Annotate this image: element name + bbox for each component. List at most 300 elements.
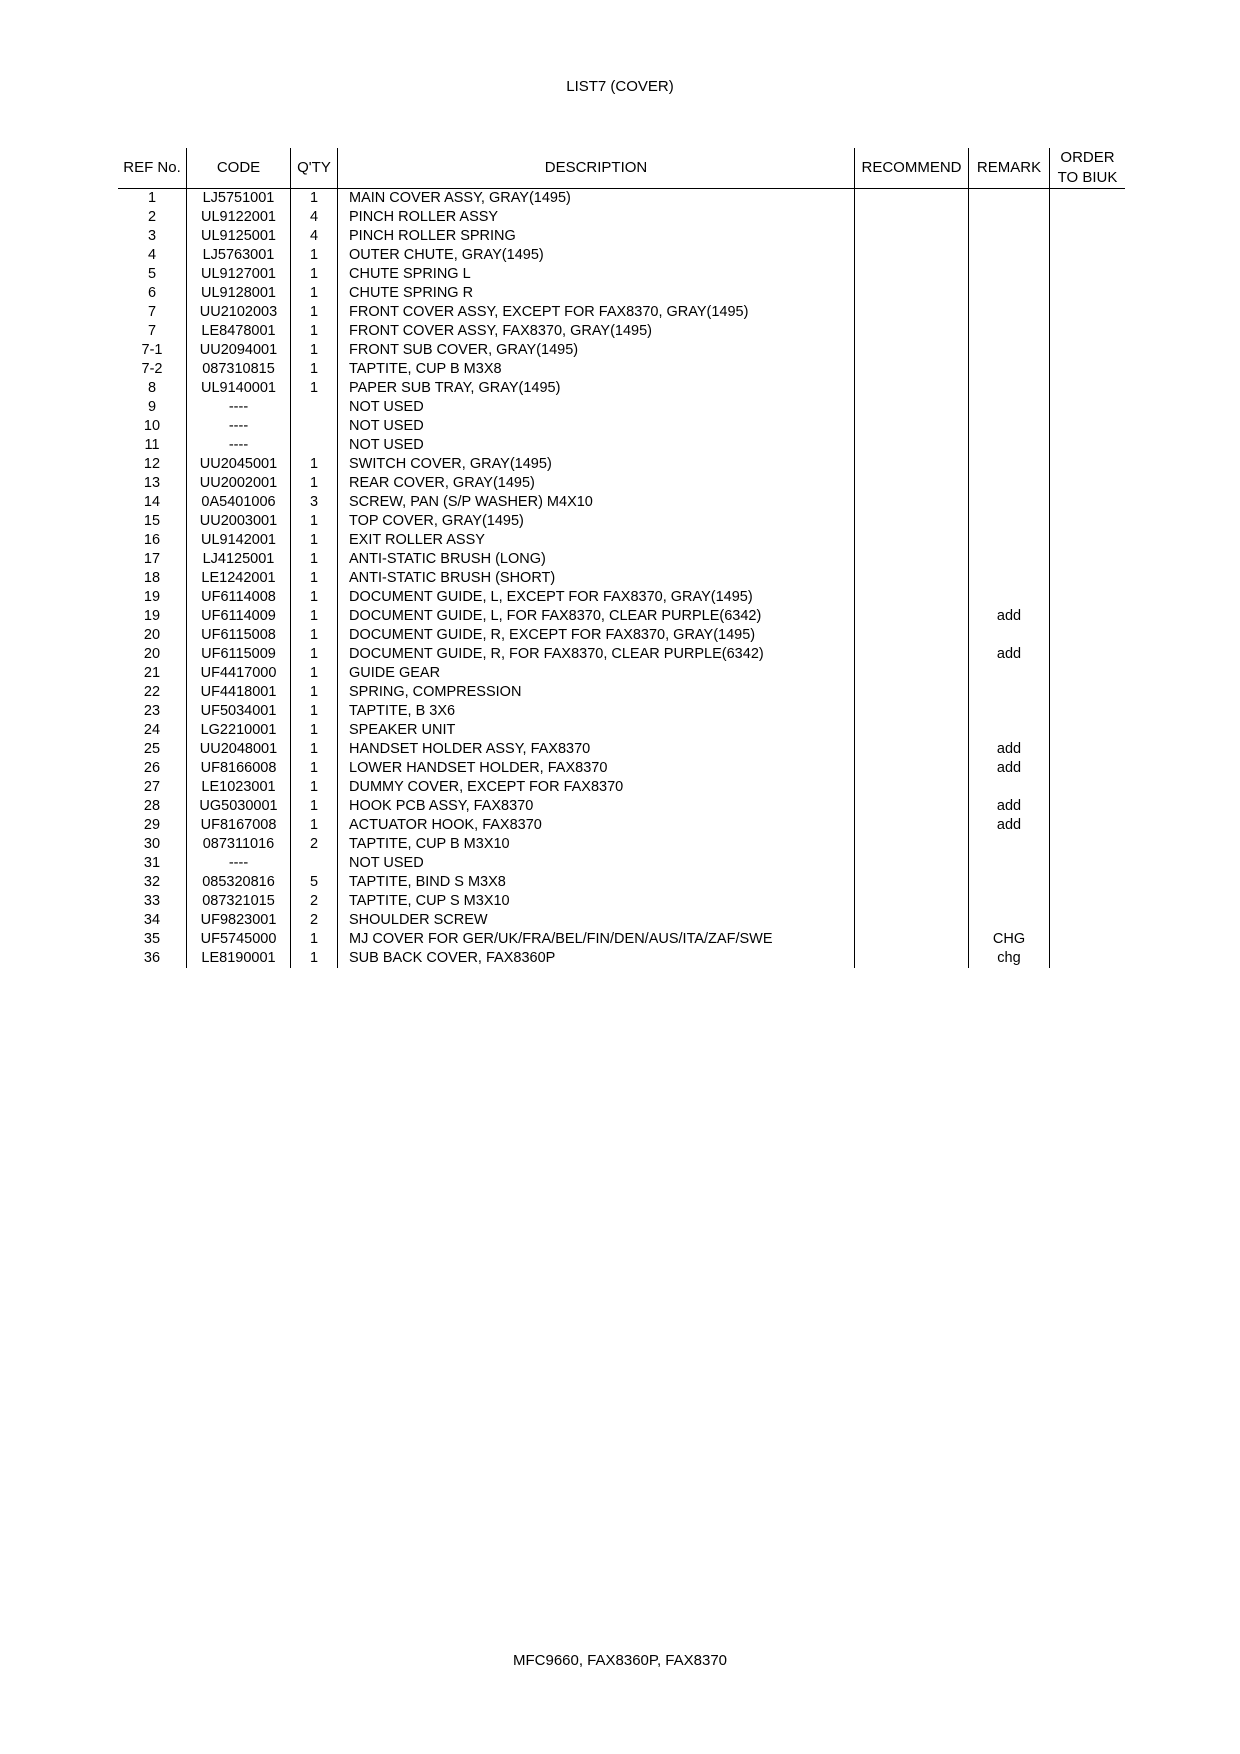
cell-description: PAPER SUB TRAY, GRAY(1495)	[337, 379, 854, 398]
cell-description: FRONT COVER ASSY, FAX8370, GRAY(1495)	[337, 322, 854, 341]
cell-description: TAPTITE, B 3X6	[337, 702, 854, 721]
cell-order	[1049, 398, 1125, 417]
cell-ref: 20	[143, 646, 161, 662]
cell-qty: 1	[290, 949, 337, 968]
cell-code: UU2002001	[186, 474, 290, 493]
header-remark: REMARK	[968, 148, 1049, 188]
header-recommend: RECOMMEND	[854, 148, 968, 188]
table-row	[118, 379, 1125, 398]
cell-description: PINCH ROLLER SPRING	[337, 227, 854, 246]
cell-remark	[968, 417, 1049, 436]
cell-code: UF4417000	[186, 664, 290, 683]
cell-remark	[968, 284, 1049, 303]
table-row	[118, 588, 1125, 607]
table-row	[118, 892, 1125, 911]
table-row	[118, 721, 1125, 740]
cell-order	[1049, 626, 1125, 645]
cell-qty: 3	[290, 493, 337, 512]
cell-order	[1049, 759, 1125, 778]
cell-qty: 1	[290, 721, 337, 740]
cell-code: UU2048001	[186, 740, 290, 759]
cell-order	[1049, 740, 1125, 759]
cell-remark	[968, 265, 1049, 284]
cell-description: ANTI-STATIC BRUSH (LONG)	[337, 550, 854, 569]
cell-recommend	[854, 189, 968, 208]
cell-ref: 32	[143, 874, 161, 890]
cell-recommend	[854, 531, 968, 550]
cell-code: ----	[186, 854, 290, 873]
cell-description: DOCUMENT GUIDE, R, FOR FAX8370, CLEAR PURPLE(6342)	[337, 645, 854, 664]
table-row	[118, 341, 1125, 360]
cell-qty: 1	[290, 683, 337, 702]
cell-order	[1049, 854, 1125, 873]
cell-order	[1049, 778, 1125, 797]
cell-ref: 3	[147, 228, 157, 244]
cell-ref: 1	[147, 190, 157, 206]
cell-recommend	[854, 949, 968, 968]
cell-code: UU2102003	[186, 303, 290, 322]
cell-ref: 34	[143, 912, 161, 928]
cell-ref: 19	[143, 589, 161, 605]
cell-ref: 27	[143, 779, 161, 795]
cell-code: UU2003001	[186, 512, 290, 531]
cell-code: UL9140001	[186, 379, 290, 398]
cell-code: UF6114008	[186, 588, 290, 607]
cell-order	[1049, 835, 1125, 854]
cell-order	[1049, 322, 1125, 341]
cell-remark	[968, 303, 1049, 322]
table-row	[118, 227, 1125, 246]
cell-description: MAIN COVER ASSY, GRAY(1495)	[337, 189, 854, 208]
cell-qty: 2	[290, 892, 337, 911]
cell-ref: 31	[143, 855, 161, 871]
cell-ref: 15	[143, 513, 161, 529]
cell-order	[1049, 455, 1125, 474]
cell-ref: 23	[143, 703, 161, 719]
cell-ref: 16	[143, 532, 161, 548]
cell-description: HANDSET HOLDER ASSY, FAX8370	[337, 740, 854, 759]
cell-remark	[968, 322, 1049, 341]
cell-remark	[968, 531, 1049, 550]
cell-order	[1049, 531, 1125, 550]
table-row	[118, 531, 1125, 550]
cell-recommend	[854, 436, 968, 455]
cell-code: UL9125001	[186, 227, 290, 246]
cell-description: CHUTE SPRING R	[337, 284, 854, 303]
cell-order	[1049, 550, 1125, 569]
cell-recommend	[854, 664, 968, 683]
table-row	[118, 417, 1125, 436]
table-row	[118, 740, 1125, 759]
table-row	[118, 683, 1125, 702]
cell-recommend	[854, 759, 968, 778]
parts-table	[118, 148, 1125, 968]
cell-code: UF6115009	[186, 645, 290, 664]
cell-ref: 7	[147, 323, 157, 339]
cell-qty	[290, 417, 337, 436]
cell-ref: 24	[143, 722, 161, 738]
cell-recommend	[854, 645, 968, 664]
cell-qty: 5	[290, 873, 337, 892]
cell-recommend	[854, 721, 968, 740]
cell-description: OUTER CHUTE, GRAY(1495)	[337, 246, 854, 265]
cell-description: MJ COVER FOR GER/UK/FRA/BEL/FIN/DEN/AUS/ITA/ZAF/SWE	[337, 930, 854, 949]
cell-order	[1049, 360, 1125, 379]
cell-qty: 4	[290, 227, 337, 246]
cell-ref: 2	[147, 209, 157, 225]
cell-ref: 26	[143, 760, 161, 776]
cell-qty: 1	[290, 759, 337, 778]
table-row	[118, 436, 1125, 455]
header-code: CODE	[186, 148, 290, 188]
cell-code: 085320816	[186, 873, 290, 892]
cell-recommend	[854, 379, 968, 398]
table-row	[118, 398, 1125, 417]
cell-code: ----	[186, 398, 290, 417]
cell-remark: add	[968, 645, 1049, 664]
cell-qty	[290, 854, 337, 873]
cell-description: DOCUMENT GUIDE, R, EXCEPT FOR FAX8370, GRAY(1495)	[337, 626, 854, 645]
cell-code: UL9128001	[186, 284, 290, 303]
cell-remark	[968, 379, 1049, 398]
cell-recommend	[854, 550, 968, 569]
cell-order	[1049, 303, 1125, 322]
cell-remark	[968, 550, 1049, 569]
cell-qty: 1	[290, 474, 337, 493]
cell-remark	[968, 455, 1049, 474]
cell-recommend	[854, 246, 968, 265]
cell-remark	[968, 189, 1049, 208]
cell-remark: CHG	[968, 930, 1049, 949]
cell-order	[1049, 607, 1125, 626]
cell-qty: 1	[290, 322, 337, 341]
cell-code: UU2094001	[186, 341, 290, 360]
cell-recommend	[854, 740, 968, 759]
cell-order	[1049, 227, 1125, 246]
cell-description: SUB BACK COVER, FAX8360P	[337, 949, 854, 968]
cell-remark	[968, 436, 1049, 455]
cell-recommend	[854, 778, 968, 797]
cell-recommend	[854, 873, 968, 892]
cell-recommend	[854, 892, 968, 911]
cell-recommend	[854, 398, 968, 417]
cell-description: DOCUMENT GUIDE, L, EXCEPT FOR FAX8370, GRAY(1495)	[337, 588, 854, 607]
header-order	[1049, 148, 1125, 188]
cell-remark	[968, 493, 1049, 512]
cell-order	[1049, 284, 1125, 303]
table-row	[118, 911, 1125, 930]
cell-remark	[968, 246, 1049, 265]
cell-description: PINCH ROLLER ASSY	[337, 208, 854, 227]
cell-code: LJ4125001	[186, 550, 290, 569]
cell-ref: 9	[147, 399, 157, 415]
cell-remark: chg	[968, 949, 1049, 968]
table-row	[118, 797, 1125, 816]
table-row	[118, 474, 1125, 493]
cell-qty: 1	[290, 569, 337, 588]
cell-description: SWITCH COVER, GRAY(1495)	[337, 455, 854, 474]
table-row	[118, 246, 1125, 265]
cell-code: ----	[186, 417, 290, 436]
cell-qty: 1	[290, 303, 337, 322]
cell-code: 087310815	[186, 360, 290, 379]
cell-ref: 13	[143, 475, 161, 491]
cell-remark	[968, 569, 1049, 588]
cell-code: UF5745000	[186, 930, 290, 949]
cell-ref: 11	[144, 437, 160, 453]
cell-remark	[968, 588, 1049, 607]
cell-order	[1049, 474, 1125, 493]
cell-recommend	[854, 816, 968, 835]
cell-order	[1049, 379, 1125, 398]
cell-ref: 7	[147, 304, 157, 320]
cell-qty: 4	[290, 208, 337, 227]
cell-description: DOCUMENT GUIDE, L, FOR FAX8370, CLEAR PURPLE(6342)	[337, 607, 854, 626]
cell-recommend	[854, 493, 968, 512]
cell-description: NOT USED	[337, 854, 854, 873]
cell-qty: 1	[290, 379, 337, 398]
cell-ref: 12	[143, 456, 161, 472]
cell-description: NOT USED	[337, 398, 854, 417]
cell-qty: 1	[290, 626, 337, 645]
table-row	[118, 322, 1125, 341]
cell-qty: 1	[290, 797, 337, 816]
cell-recommend	[854, 626, 968, 645]
cell-description: TAPTITE, CUP B M3X10	[337, 835, 854, 854]
table-row	[118, 645, 1125, 664]
table-row	[118, 816, 1125, 835]
cell-qty: 2	[290, 835, 337, 854]
cell-qty: 1	[290, 360, 337, 379]
cell-code: UF5034001	[186, 702, 290, 721]
cell-recommend	[854, 303, 968, 322]
cell-remark	[968, 512, 1049, 531]
cell-recommend	[854, 360, 968, 379]
cell-order	[1049, 512, 1125, 531]
cell-recommend	[854, 569, 968, 588]
cell-order	[1049, 911, 1125, 930]
cell-ref: 4	[147, 247, 157, 263]
table-row	[118, 702, 1125, 721]
cell-recommend	[854, 208, 968, 227]
cell-order	[1049, 797, 1125, 816]
table-row	[118, 303, 1125, 322]
cell-order	[1049, 208, 1125, 227]
cell-ref: 7-1	[141, 342, 163, 358]
cell-code: LE8478001	[186, 322, 290, 341]
cell-ref: 20	[143, 627, 161, 643]
table-row	[118, 854, 1125, 873]
cell-description: SHOULDER SCREW	[337, 911, 854, 930]
cell-recommend	[854, 455, 968, 474]
cell-qty: 1	[290, 588, 337, 607]
cell-recommend	[854, 930, 968, 949]
cell-description: TAPTITE, BIND S M3X8	[337, 873, 854, 892]
table-row	[118, 455, 1125, 474]
cell-description: TAPTITE, CUP B M3X8	[337, 360, 854, 379]
cell-remark	[968, 208, 1049, 227]
table-row	[118, 930, 1125, 949]
cell-description: DUMMY COVER, EXCEPT FOR FAX8370	[337, 778, 854, 797]
cell-code: UL9122001	[186, 208, 290, 227]
cell-qty: 1	[290, 531, 337, 550]
cell-description: NOT USED	[337, 436, 854, 455]
table-row	[118, 265, 1125, 284]
cell-order	[1049, 892, 1125, 911]
cell-remark	[968, 873, 1049, 892]
cell-ref: 10	[143, 418, 161, 434]
cell-ref: 18	[143, 570, 161, 586]
cell-remark: add	[968, 759, 1049, 778]
cell-remark	[968, 835, 1049, 854]
cell-qty: 1	[290, 778, 337, 797]
cell-code: LG2210001	[186, 721, 290, 740]
cell-code: UL9142001	[186, 531, 290, 550]
cell-remark	[968, 626, 1049, 645]
cell-ref: 19	[143, 608, 161, 624]
cell-remark	[968, 702, 1049, 721]
header-order-line1: ORDER	[1060, 149, 1115, 166]
cell-recommend	[854, 341, 968, 360]
cell-recommend	[854, 854, 968, 873]
cell-code: UF4418001	[186, 683, 290, 702]
cell-code: UF8166008	[186, 759, 290, 778]
cell-qty	[290, 436, 337, 455]
cell-description: NOT USED	[337, 417, 854, 436]
cell-order	[1049, 949, 1125, 968]
cell-qty: 2	[290, 911, 337, 930]
cell-code: LE1242001	[186, 569, 290, 588]
table-row	[118, 949, 1125, 968]
cell-recommend	[854, 227, 968, 246]
cell-qty: 1	[290, 265, 337, 284]
cell-recommend	[854, 588, 968, 607]
cell-code: 087321015	[186, 892, 290, 911]
cell-order	[1049, 721, 1125, 740]
cell-order	[1049, 702, 1125, 721]
table-body	[118, 189, 1125, 968]
cell-recommend	[854, 284, 968, 303]
cell-qty: 1	[290, 284, 337, 303]
cell-code: UF6115008	[186, 626, 290, 645]
cell-code: 0A5401006	[186, 493, 290, 512]
cell-order	[1049, 569, 1125, 588]
cell-order	[1049, 417, 1125, 436]
cell-qty: 1	[290, 512, 337, 531]
cell-order	[1049, 493, 1125, 512]
cell-recommend	[854, 512, 968, 531]
cell-qty: 1	[290, 816, 337, 835]
cell-ref: 28	[143, 798, 161, 814]
cell-description: REAR COVER, GRAY(1495)	[337, 474, 854, 493]
table-row	[118, 759, 1125, 778]
cell-recommend	[854, 702, 968, 721]
cell-remark	[968, 854, 1049, 873]
cell-recommend	[854, 322, 968, 341]
cell-recommend	[854, 474, 968, 493]
cell-order	[1049, 645, 1125, 664]
cell-description: SPRING, COMPRESSION	[337, 683, 854, 702]
cell-code: UF6114009	[186, 607, 290, 626]
cell-order	[1049, 683, 1125, 702]
table-header	[118, 148, 1125, 189]
cell-remark	[968, 341, 1049, 360]
cell-remark: add	[968, 816, 1049, 835]
cell-description: CHUTE SPRING L	[337, 265, 854, 284]
cell-ref: 14	[143, 494, 161, 510]
cell-description: GUIDE GEAR	[337, 664, 854, 683]
cell-ref: 33	[143, 893, 161, 909]
table-row	[118, 569, 1125, 588]
cell-code: UG5030001	[186, 797, 290, 816]
cell-code: LJ5763001	[186, 246, 290, 265]
cell-recommend	[854, 835, 968, 854]
table-row	[118, 626, 1125, 645]
cell-code: UU2045001	[186, 455, 290, 474]
table-row	[118, 189, 1125, 208]
cell-description: ANTI-STATIC BRUSH (SHORT)	[337, 569, 854, 588]
cell-remark	[968, 664, 1049, 683]
cell-description: FRONT SUB COVER, GRAY(1495)	[337, 341, 854, 360]
page-footer: MFC9660, FAX8360P, FAX8370	[512, 1652, 728, 1669]
cell-recommend	[854, 607, 968, 626]
cell-remark: add	[968, 740, 1049, 759]
cell-order	[1049, 189, 1125, 208]
cell-qty: 1	[290, 664, 337, 683]
table-row	[118, 664, 1125, 683]
cell-recommend	[854, 797, 968, 816]
cell-order	[1049, 873, 1125, 892]
cell-remark	[968, 227, 1049, 246]
cell-description: SPEAKER UNIT	[337, 721, 854, 740]
table-row	[118, 873, 1125, 892]
cell-remark	[968, 398, 1049, 417]
header-qty: Q'TY	[290, 148, 337, 188]
cell-order	[1049, 265, 1125, 284]
cell-order	[1049, 816, 1125, 835]
cell-qty: 1	[290, 930, 337, 949]
cell-recommend	[854, 911, 968, 930]
cell-ref: 36	[143, 950, 161, 966]
cell-ref: 5	[147, 266, 157, 282]
cell-qty: 1	[290, 189, 337, 208]
cell-qty: 1	[290, 645, 337, 664]
cell-order	[1049, 341, 1125, 360]
cell-order	[1049, 664, 1125, 683]
cell-qty: 1	[290, 455, 337, 474]
cell-recommend	[854, 683, 968, 702]
header-order-line2: TO BIUK	[1057, 169, 1118, 186]
cell-ref: 29	[143, 817, 161, 833]
cell-code: 087311016	[186, 835, 290, 854]
cell-remark	[968, 911, 1049, 930]
cell-ref: 30	[143, 836, 161, 852]
cell-ref: 35	[143, 931, 161, 947]
cell-description: EXIT ROLLER ASSY	[337, 531, 854, 550]
cell-order	[1049, 436, 1125, 455]
cell-ref: 7-2	[141, 361, 163, 377]
cell-recommend	[854, 265, 968, 284]
table-row	[118, 493, 1125, 512]
cell-order	[1049, 246, 1125, 265]
cell-remark	[968, 892, 1049, 911]
cell-description: ACTUATOR HOOK, FAX8370	[337, 816, 854, 835]
table-row	[118, 835, 1125, 854]
cell-order	[1049, 588, 1125, 607]
cell-qty: 1	[290, 246, 337, 265]
cell-code: UL9127001	[186, 265, 290, 284]
cell-ref: 17	[143, 551, 161, 567]
